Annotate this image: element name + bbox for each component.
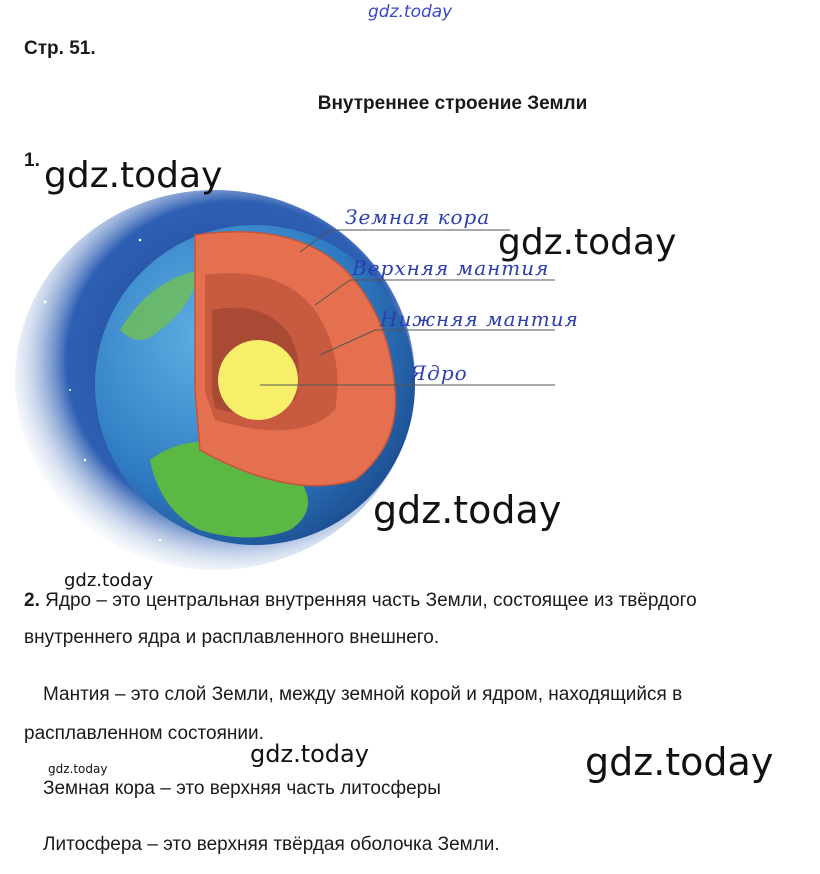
- crust-definition: [43, 769, 441, 809]
- watermark-6: gdz.today: [48, 762, 108, 776]
- task-1-number: 1.: [24, 150, 40, 171]
- watermark-3: gdz.today: [373, 488, 562, 532]
- watermark-top: gdz.today: [368, 2, 453, 22]
- label-core: Ядро: [410, 361, 468, 385]
- label-lower-mantle: Нижняя мантия: [380, 307, 579, 331]
- core-definition-line1: Ядро – это центральная внутренняя часть Земли, состоящее из твёрдого: [45, 590, 697, 611]
- watermark-7: gdz.today: [585, 740, 774, 784]
- watermark-1: gdz.today: [44, 155, 223, 196]
- watermark-4: gdz.today: [64, 570, 154, 591]
- mantle-definition-line2: расплавленном состоянии.: [24, 723, 264, 744]
- lithosphere-definition: [43, 825, 500, 865]
- watermark-2: gdz.today: [498, 222, 677, 263]
- watermark-5: gdz.today: [250, 740, 369, 768]
- page-reference: Стр. 51.: [24, 38, 96, 59]
- core-definition: [24, 581, 697, 621]
- mantle-definition: [43, 675, 682, 715]
- label-upper-mantle: Верхняя мантия: [352, 256, 550, 280]
- lithosphere-definition-text: Литосфера – это верхняя твёрдая оболочка Земли.: [43, 834, 500, 855]
- mantle-definition-line2-block: [24, 714, 264, 754]
- core-definition-line2-block: [24, 618, 439, 658]
- task-2-number: 2.: [24, 590, 40, 611]
- core-definition-line2: внутреннего ядра и расплавленного внешнего.: [24, 627, 440, 648]
- mantle-definition-line1: Мантия – это слой Земли, между земной корой и ядром, находящийся в: [43, 684, 683, 705]
- page-title: Внутреннее строение Земли: [317, 93, 588, 114]
- label-crust: Земная кора: [345, 205, 491, 229]
- crust-definition-text: Земная кора – это верхняя часть литосферы: [43, 778, 441, 799]
- core-layer: [218, 340, 298, 420]
